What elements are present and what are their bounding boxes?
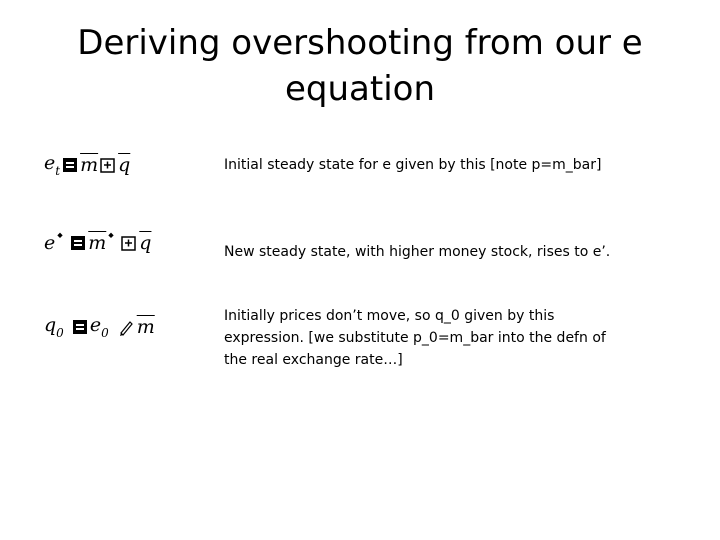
prime-mark-icon (56, 228, 68, 248)
equals-box-icon (69, 233, 87, 253)
equation-2 (44, 229, 151, 257)
plus-box-icon (99, 155, 117, 175)
equation-3 (44, 313, 155, 341)
equation-2-qbar: $\overline{q}$ (139, 232, 152, 254)
pencil-minus-icon (118, 317, 136, 337)
equation-2-mbar: $\overline{m}$ (88, 232, 107, 254)
equation-1-lhs: $e_t$ (44, 152, 61, 178)
plus-box-icon (120, 233, 138, 253)
note-1: Initial steady state for e given by this [note p=m_bar] (224, 157, 602, 173)
equation-1 (44, 151, 130, 179)
equation-2-lhs: e (44, 232, 56, 254)
equation-3-lhs: $q_0$ (44, 314, 64, 340)
equation-3-mbar: $\overline{m}$ (136, 316, 155, 338)
equation-3-e0: $e_0$ (89, 314, 109, 340)
equation-1-qbar: $\overline{q}$ (118, 154, 131, 176)
slide-title: Deriving overshooting from our e equation (77, 23, 643, 109)
note-2: New steady state, with higher money stock, rises to e’. (224, 244, 611, 260)
equation-1-mbar: $\overline{m}$ (80, 154, 99, 176)
prime-mark-icon (107, 228, 119, 248)
note-3: Initially prices don’t move, so q_0 given by this expression. [we substitute p_0=m_bar into the defn of the real exchange rate…] (224, 308, 606, 368)
equals-box-icon (71, 317, 89, 337)
equals-box-icon (61, 155, 79, 175)
